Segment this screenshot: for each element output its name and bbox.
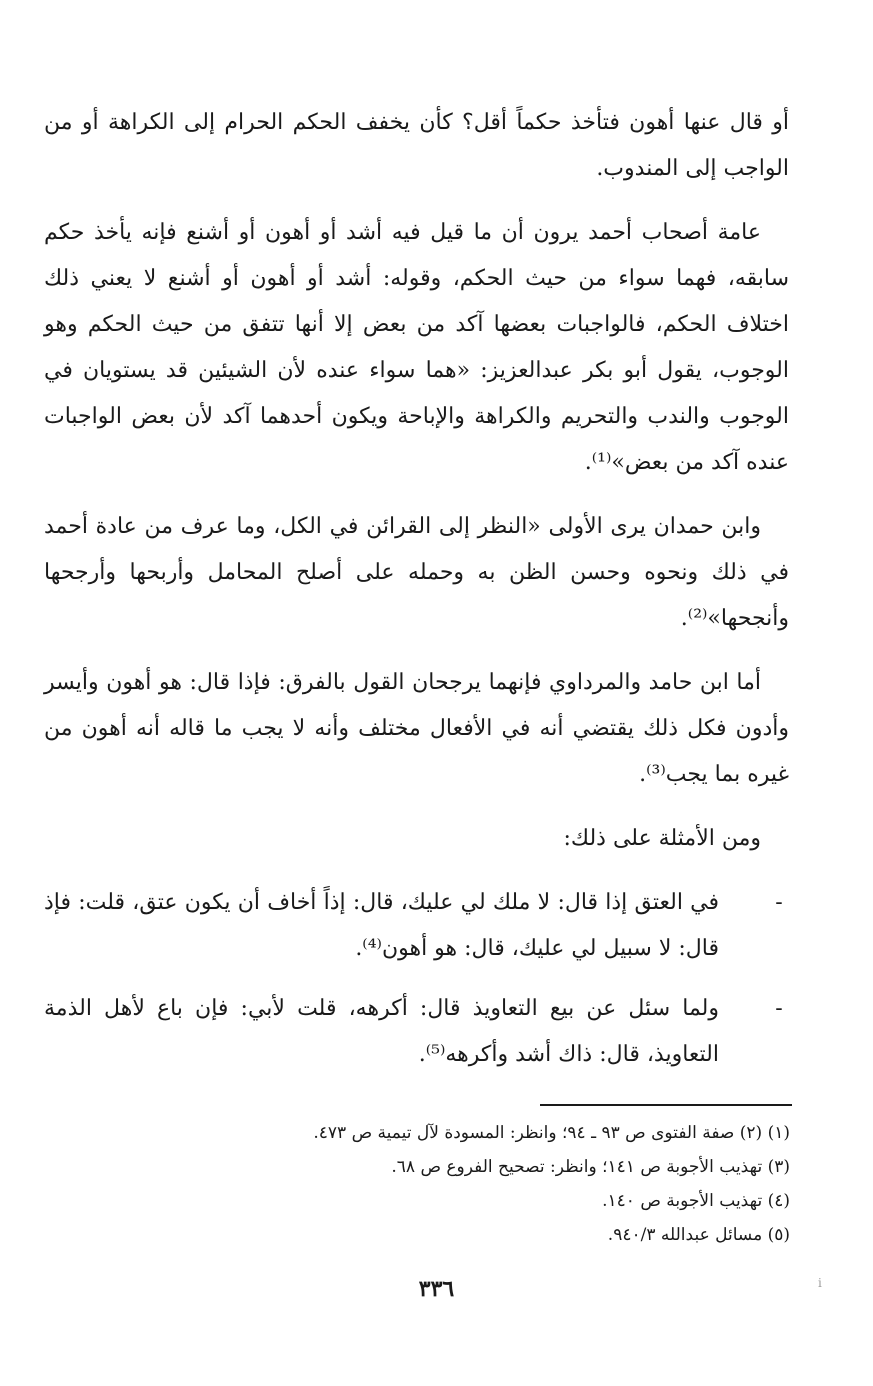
bullet-dash: - (775, 996, 783, 1021)
footnote: (٥) مسائل عبدالله ٩٤٠/٣. (607, 1225, 790, 1245)
page-number: ٣٣٦ (418, 1276, 455, 1302)
paragraph-ahmad-companions: عامة أصحاب أحمد يرون أن ما قيل فيه أشد أو أهون أو أشنع فإنه يأخذ حكم سابقه، فهما سواء من حيث الحكم، وقوله: أشد أو أهون أو أشنع لا يعني ذلك اختلاف الحكم، فالواجبات بعضها آكد من بعض إلا أنها تتفق من حيث الحكم وهو الوجوب، يقول أبو بكر عبدالعزيز: «هما سواء عنده لأن الشيئين قد يستويان في الوجوب والندب والتحريم والكراهة والإباحة ويكون أحدهما آكد لأن بعض الواجبات عنده آكد من بعض»⁽¹⁾. (44, 220, 789, 475)
footnote: (٤) تهذيب الأجوبة ص ١٤٠. (602, 1191, 790, 1211)
main-text (44, 100, 789, 1092)
list-item-text: في العتق إذا قال: لا ملك لي عليك، قال: إذاً أخاف أن يكون عتق، قلت: فإذ قال: لا سبيل لي عليك، قال: هو أهون⁽⁴⁾. (44, 890, 719, 961)
footnotes (150, 1118, 790, 1254)
paragraph-continuation: أو قال عنها أهون فتأخذ حكماً أقل؟ كأن يخفف الحكم الحرام إلى الكراهة أو من الواجب إلى المندوب. (44, 110, 789, 181)
paragraph-ibn-hamid: أما ابن حامد والمرداوي فإنهما يرجحان القول بالفرق: فإذا قال: هو أهون وأيسر وأدون فكل ذلك يقتضي أنه في الأفعال مختلف وأنه لا يجب ما قاله أنه أهون من غيره بما يجب⁽³⁾. (44, 670, 789, 787)
examples-list (44, 880, 789, 1078)
footnote: (١) (٢) صفة الفتوى ص ٩٣ ـ ٩٤؛ وانظر: المسودة لآل تيمية ص ٤٧٣. (313, 1123, 790, 1143)
scan-edge-mark: i (818, 1276, 822, 1290)
list-item-text: ولما سئل عن بيع التعاويذ قال: أكرهه، قلت لأبي: فإن باع لأهل الذمة التعاويذ، قال: ذاك أشد وأكرهه⁽⁵⁾. (44, 996, 719, 1067)
list-item (44, 986, 789, 1078)
paragraph-ibn-hamdan: وابن حمدان يرى الأولى «النظر إلى القرائن في الكل، وما عرف من عادة أحمد في ذلك ونحوه وحسن الظن به وحمله على أصلح المحامل وأربحها وأرجحها وأنجحها»⁽²⁾. (44, 514, 789, 631)
list-item (44, 880, 789, 972)
paragraph-examples-intro: ومن الأمثلة على ذلك: (563, 826, 761, 851)
bullet-dash: - (775, 890, 783, 915)
footnote: (٣) تهذيب الأجوبة ص ١٤١؛ وانظر: تصحيح الفروع ص ٦٨. (391, 1157, 790, 1177)
footnote-separator (540, 1104, 792, 1106)
